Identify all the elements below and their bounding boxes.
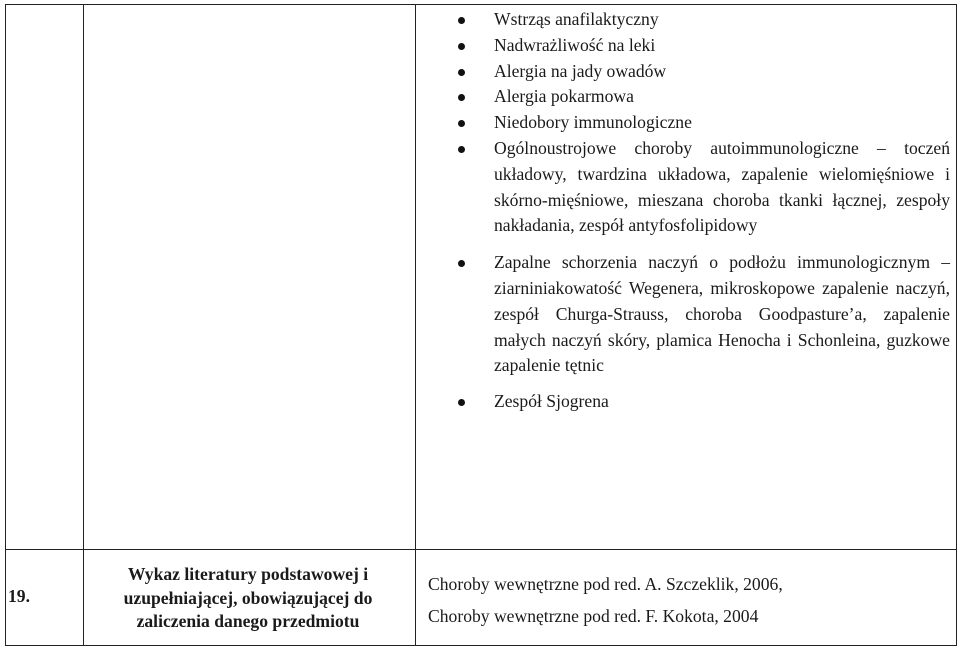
list-item: Alergia pokarmowa	[458, 84, 950, 110]
literature-list	[428, 568, 948, 632]
list-item: Ogólnoustrojowe choroby autoimmunologiczne – toczeń układowy, twardzina układowa, zapalenie wielomięśniowe i skórno-mięśniowe, mieszana choroba tkanki łącznej, zespoły nakładania, zespół antyfosfolipidowy	[458, 136, 950, 239]
bullet-icon	[458, 120, 465, 127]
bullet-icon	[458, 146, 465, 153]
list-item: Zespół Sjogrena	[458, 389, 950, 415]
list-item: Zapalne schorzenia naczyń o podłożu immunologicznym – ziarniniakowatość Wegenera, mikroskopowe zapalenie naczyń, zespół Churga-Strauss, choroba Goodpasture’a, zapalenie małych naczyń skóry, plamica Henocha i Schonleina, guzkowe zapalenie tętnic	[458, 250, 950, 379]
bullet-icon	[458, 69, 465, 76]
row-divider	[5, 549, 957, 550]
list-item: Nadwrażliwość na leki	[458, 33, 950, 59]
literature-item: Choroby wewnętrzne pod red. F. Kokota, 2004	[428, 606, 759, 626]
list-item: Wstrząs anafilaktyczny	[458, 7, 950, 33]
disease-topics-list	[458, 7, 950, 415]
literature-item: Choroby wewnętrzne pod red. A. Szczeklik, 2006,	[428, 574, 783, 594]
bullet-icon	[458, 17, 465, 24]
bullet-icon	[458, 399, 465, 406]
bullet-icon	[458, 260, 465, 267]
table-border-top	[5, 4, 957, 5]
row-number: 19.	[8, 586, 30, 606]
list-item: Alergia na jady owadów	[458, 59, 950, 85]
bullet-icon	[458, 43, 465, 50]
table-border-bottom	[5, 645, 957, 646]
list-item: Niedobory immunologiczne	[458, 110, 950, 136]
row-label: Wykaz literatury podstawowej i uzupełniającej, obowiązującej do zaliczenia danego przedmiotu	[123, 564, 373, 631]
bullet-icon	[458, 94, 465, 101]
